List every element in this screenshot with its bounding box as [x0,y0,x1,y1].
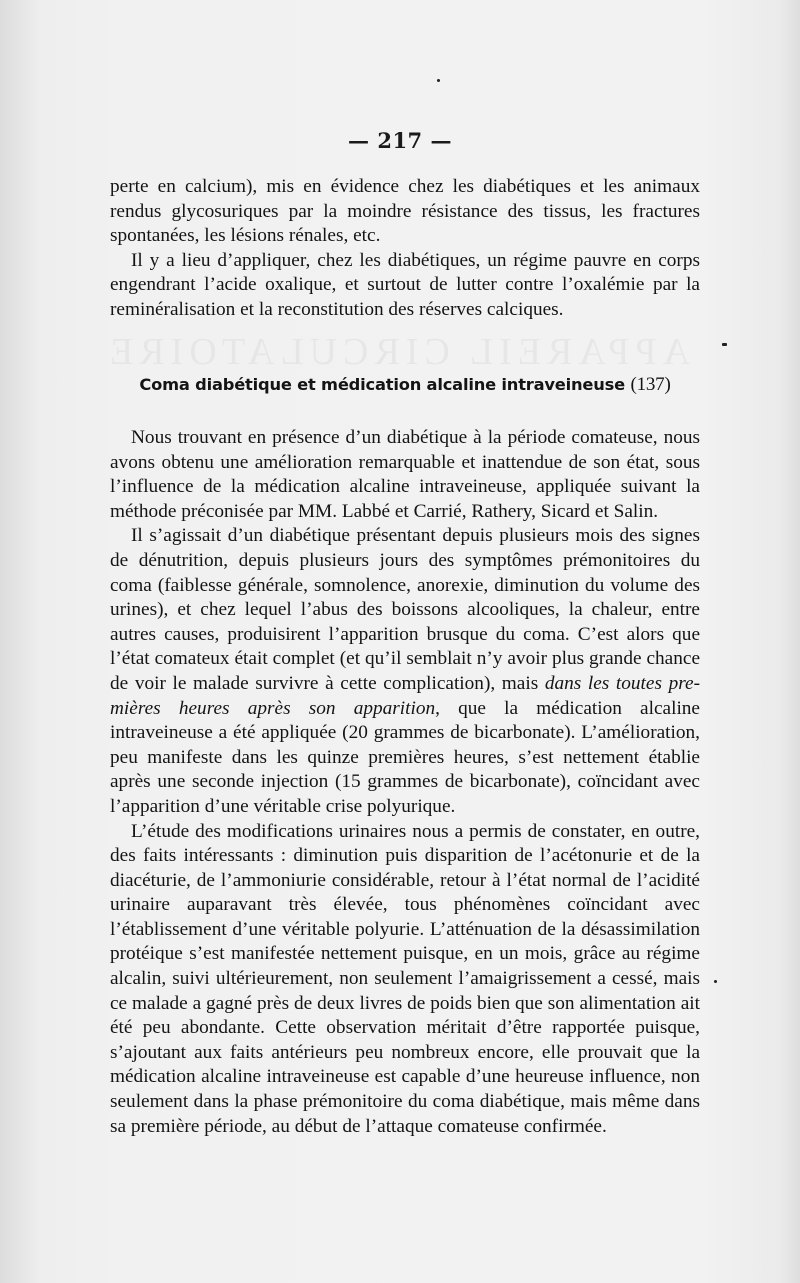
paragraph-2: Il y a lieu d’appliquer, chez les diabétiques, un régime pauvre en corps engendrant l’acide oxalique, et surtout de lutter contre l’oxalémie par la reminéralisation et la reconstitution des réserves calciques. [110,249,700,320]
page-number: — 217 — [348,128,452,153]
section-heading-title: Coma diabétique et médication alcaline intraveineuse [139,375,625,394]
bleed-through-text [130,330,690,374]
paragraph-5: L’étude des modifications urinaires nous a permis de constater, en outre, des faits intéressants : diminution puis disparition de l’acétonurie et de la diacéturie, de l’ammoniurie considérable, retour à l’état normal de l’acidité urinaire auparavant très élevée, tous phénomènes coïncidant avec l’établissement d’une véritable polyurie. L’atténuation de la désassimilation protéique s’est manifestée nettement puisque, en un mois, grâce au régime alcalin, suivi ultérieurement, non seulement l’amaigrissement a cessé, mais ce malade a gagné près de deux livres de poids bien que son alimentation ait été peu abondante. Cette observation méritait d’être rapportée puisque, s’ajoutant aux faits antérieurs peu nombreux encore, elle prouvait que la médication alcaline intraveineuse est capable d’une heureuse influence, non seulement dans la phase prémonitoire du coma diabétique, mais même dans sa première période, au début de l’attaque comateuse confirmée. [110,820,700,1137]
ink-speck [722,343,727,346]
paragraph-4 [110,524,700,819]
ink-speck [714,980,717,983]
section-heading [110,374,700,396]
paragraph-1: perte en calcium), mis en évidence chez les diabétiques et les animaux rendus glycosuriques par la moindre résistance des tissus, les fractures spontanées, les lésions rénales, etc. [110,176,700,247]
paragraph-4-part-2: , que la médication alcaline intraveineuse a été appliquée (20 grammes de bicarbonate). L’amélioration, peu manifeste dans les quinze premières heures, s’est nettement établie après une seconde injection (15 grammes de bicarbonate), coïncidant avec l’apparition d’une véritable crise polyurique. [110,697,700,817]
section-heading-ref: (137) [630,374,671,395]
paragraph-4-part-1: Il s’agissait d’un diabétique présentant depuis plusieurs mois des signes de dénutrition, depuis plusieurs jours des symptômes prémonitoires du coma (faiblesse générale, somnolence, anorexie, diminution du volume des urines), et chez lequel l’abus des boissons alcooliques, la chaleur, entre autres causes, produisirent l’apparition brusque du coma. C’est alors que l’état comateux était complet (et qu’il semblait n’y avoir plus grande chance de voir le malade survivre à cette complication), mais [110,525,700,694]
paragraph-3: Nous trouvant en présence d’un diabétique à la période comateuse, nous avons obtenu une amélioration remarquable et inattendue de son état, sous l’influence de la médication alcaline intraveineuse, appliquée suivant la méthode préconisée par MM. Labbé et Carrié, Rathery, Sicard et Salin. [110,427,700,522]
paragraph-4-italic: dans les toutes premières heures après son apparition [110,672,700,719]
text-block-top [110,175,700,323]
ink-speck [437,79,440,82]
text-block-main [110,426,700,1139]
